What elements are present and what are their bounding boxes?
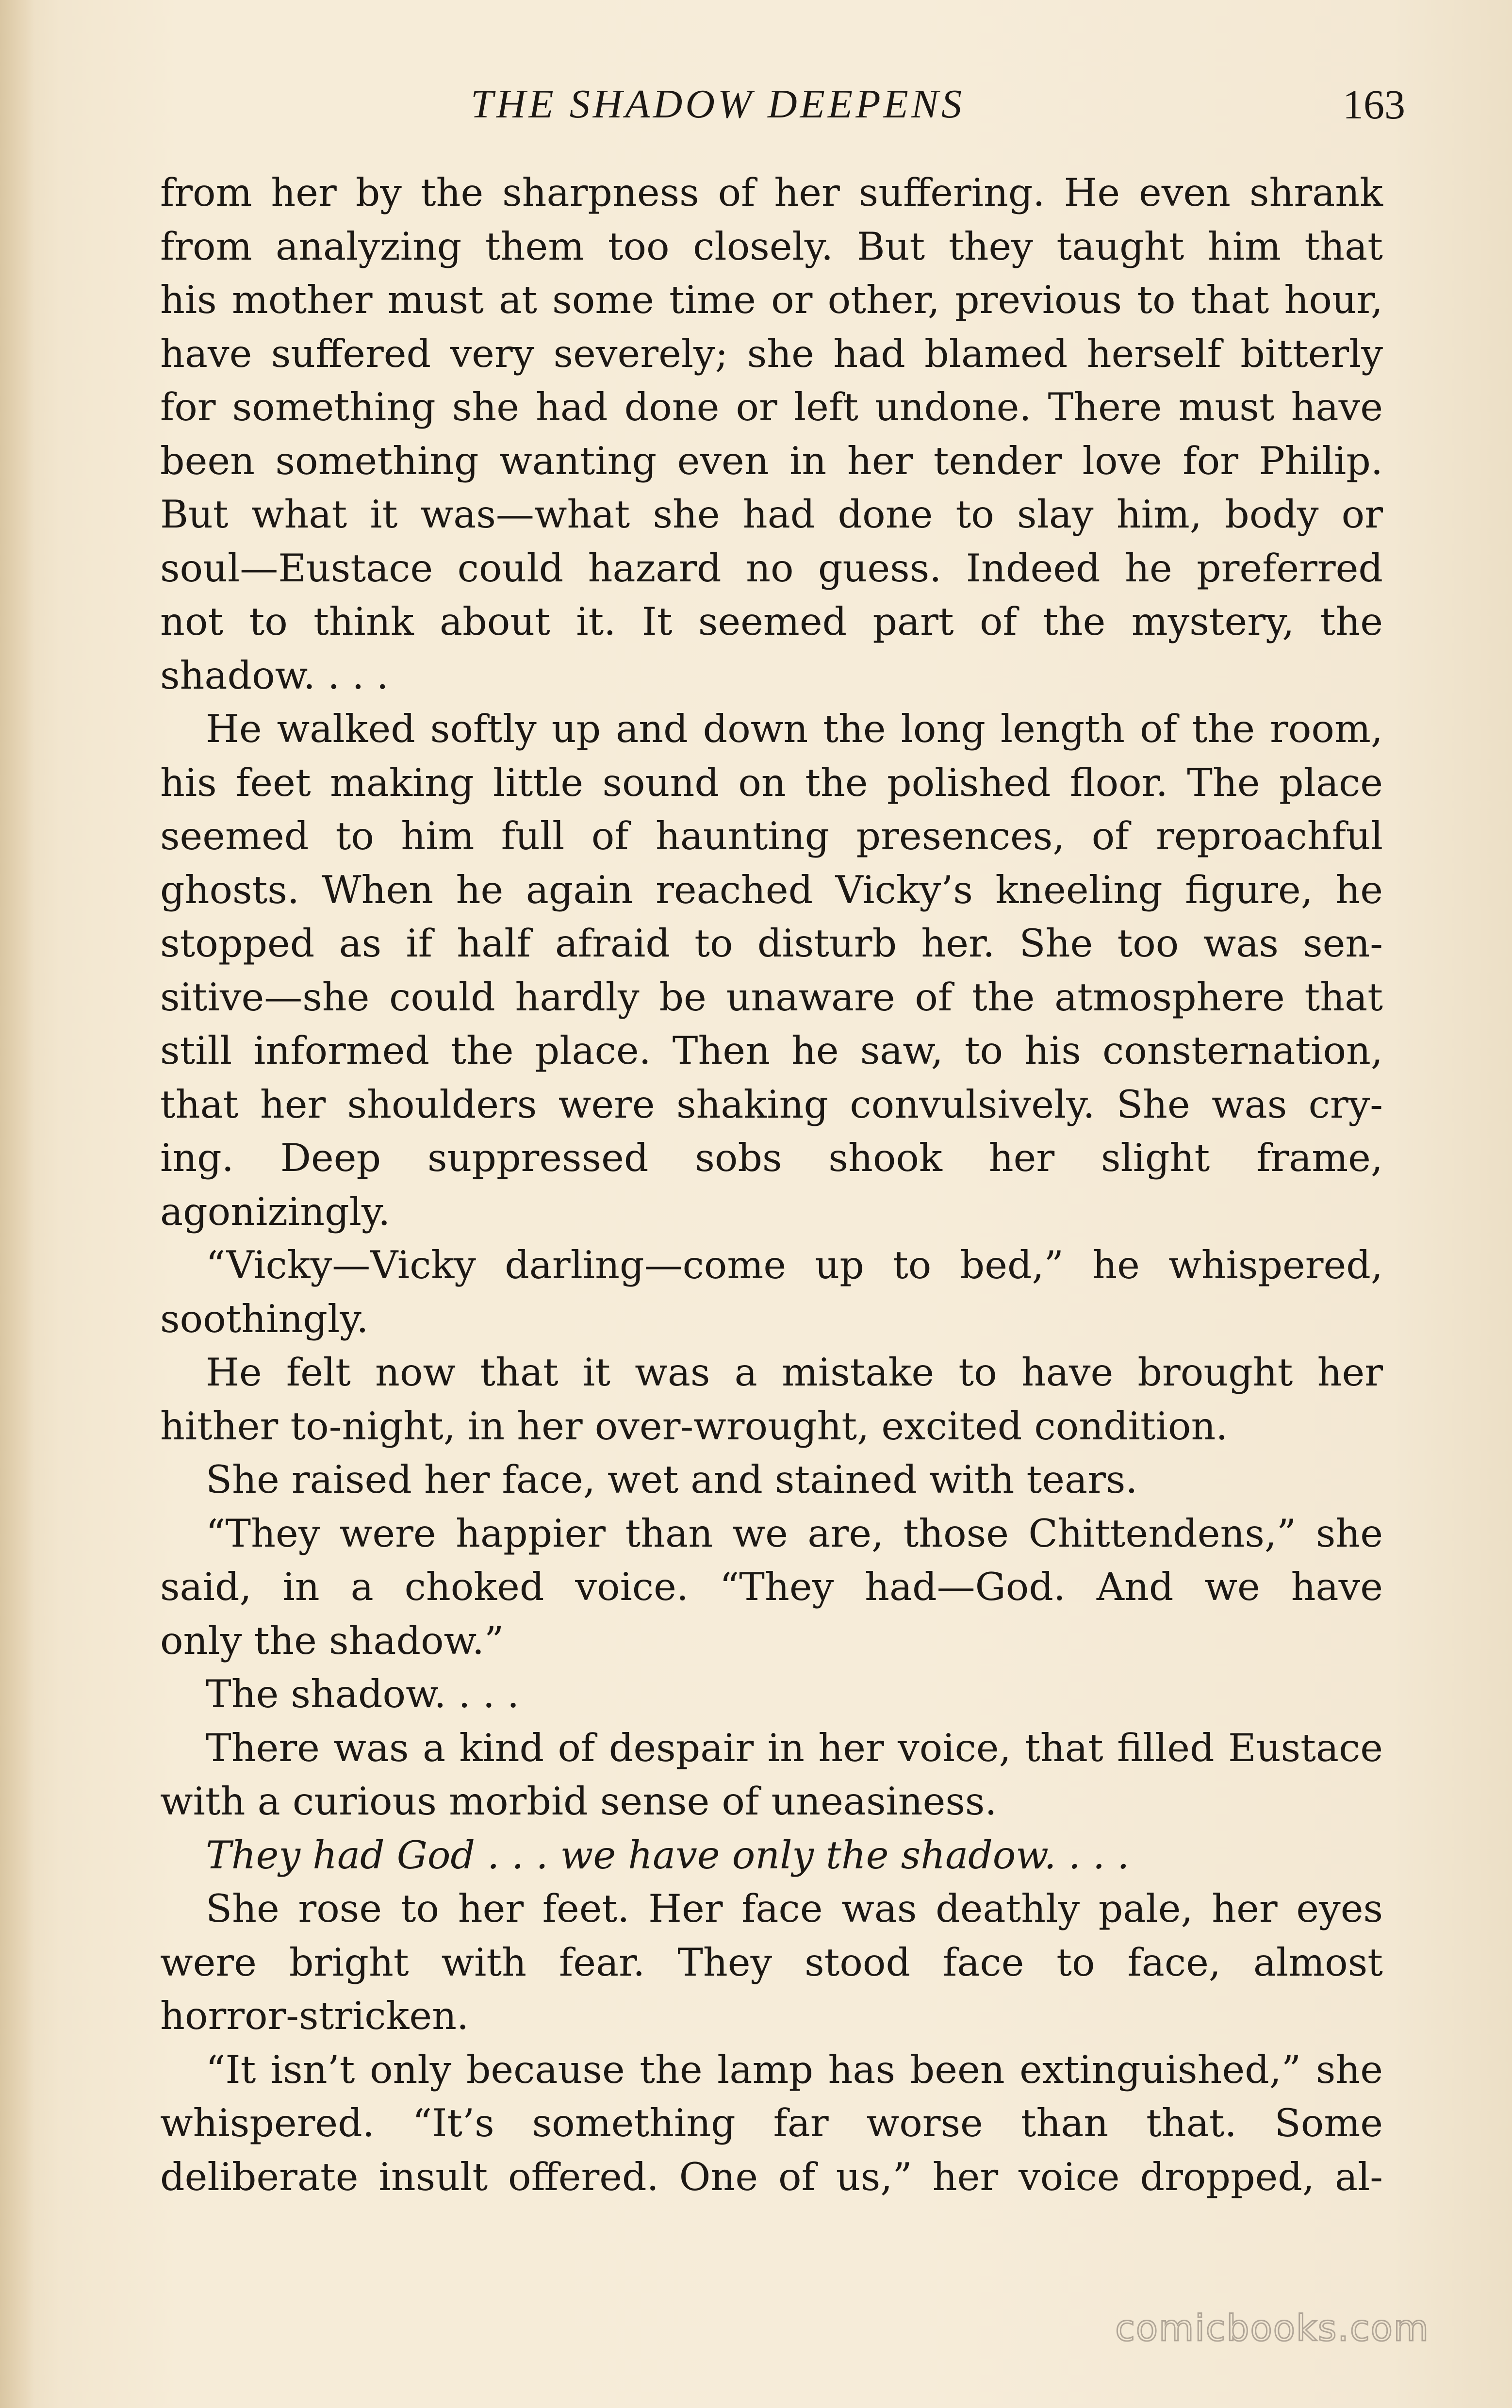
text-line: not to think about it. It seemed part of the mystery, the xyxy=(160,599,1383,644)
text-line: from analyzing them too closely. But they taught him that xyxy=(160,224,1383,269)
text-body xyxy=(160,166,1383,2204)
text-line: seemed to him full of haunting presences, of reproachful xyxy=(160,814,1383,858)
text-line: sitive—she could hardly be unaware of the atmosphere that xyxy=(160,974,1383,1020)
text-line: agonizingly. xyxy=(160,1189,391,1234)
text-line: from her by the sharpness of her suffering. He even shrank xyxy=(160,170,1383,215)
text-line: horror-stricken. xyxy=(160,1994,469,2038)
text-line: were bright with fear. They stood face to face, almost xyxy=(160,1940,1383,1985)
text-line: She rose to her feet. Her face was deathly pale, her eyes xyxy=(206,1886,1383,1931)
text-line: The shadow. . . . xyxy=(206,1672,520,1716)
text-line: for something she had done or left undone. There must have xyxy=(160,385,1383,429)
text-line: But what it was—what she had done to slay him, body or xyxy=(160,492,1383,537)
text-line: ing. Deep suppressed sobs shook her slight frame, xyxy=(160,1136,1383,1180)
text-line: ghosts. When he again reached Vicky’s kneeling figure, he xyxy=(160,867,1383,912)
text-line: with a curious morbid sense of uneasiness. xyxy=(160,1779,997,1824)
text-line: only the shadow.” xyxy=(160,1618,504,1663)
page-spine-shadow xyxy=(0,0,34,2408)
text-line: soul—Eustace could hazard no guess. Indeed he preferred xyxy=(160,545,1383,591)
text-line: still informed the place. Then he saw, to his consternation, xyxy=(160,1028,1383,1073)
text-line: have suffered very severely; she had blamed herself bitterly xyxy=(160,331,1383,376)
text-line: his mother must at some time or other, previous to that hour, xyxy=(160,278,1383,322)
text-line: soothingly. xyxy=(160,1296,369,1341)
text-line: There was a kind of despair in her voice, that filled Eustace xyxy=(206,1725,1383,1770)
text-line: “It isn’t only because the lamp has been extinguished,” she xyxy=(206,2047,1383,2092)
text-line: stopped as if half afraid to disturb her. She too was sen- xyxy=(160,921,1383,966)
text-line: that her shoulders were shaking convulsively. She was cry- xyxy=(160,1082,1383,1127)
text-line: hither to-night, in her over-wrought, excited condition. xyxy=(160,1403,1228,1449)
text-line: deliberate insult offered. One of us,” her voice dropped, al- xyxy=(160,2154,1383,2199)
text-line: his feet making little sound on the polished floor. The place xyxy=(160,760,1383,805)
watermark: comicbooks.com xyxy=(1115,2308,1430,2349)
text-line: been something wanting even in her tender love for Philip. xyxy=(160,438,1383,483)
page-number: 163 xyxy=(1343,81,1405,128)
text-line: shadow. . . . xyxy=(160,653,389,698)
text-line: She raised her face, wet and stained with tears. xyxy=(206,1457,1138,1502)
text-line: He walked softly up and down the long length of the room, xyxy=(206,707,1383,751)
text-line: “Vicky—Vicky darling—come up to bed,” he whispered, xyxy=(206,1243,1383,1287)
running-title: THE SHADOW DEEPENS xyxy=(471,82,965,127)
text-line: said, in a choked voice. “They had—God. And we have xyxy=(160,1565,1383,1609)
text-line: They had God . . . we have only the shadow. . . . xyxy=(206,1832,1130,1878)
text-line: whispered. “It’s something far worse than that. Some xyxy=(160,2101,1383,2145)
text-line: He felt now that it was a mistake to have brought her xyxy=(206,1350,1383,1395)
running-head xyxy=(160,78,1405,131)
text-line: “They were happier than we are, those Chittendens,” she xyxy=(206,1511,1383,1556)
